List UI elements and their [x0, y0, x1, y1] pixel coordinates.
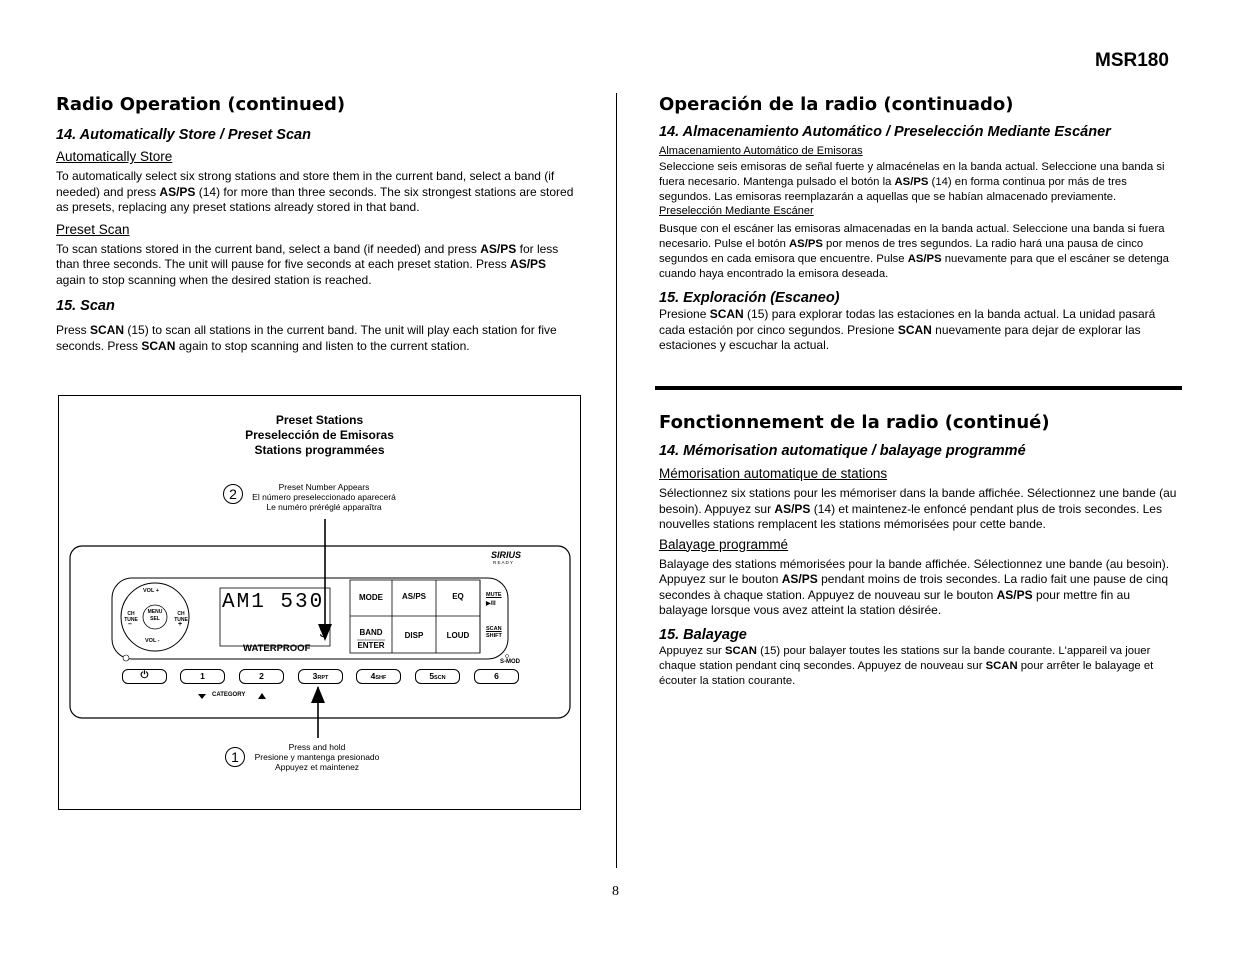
callout-number-1: 1 [225, 747, 245, 767]
eq-button[interactable]: EQ [452, 592, 464, 601]
disp-button[interactable]: DISP [404, 631, 424, 640]
english-s15-heading: 15. Scan [56, 298, 115, 314]
power-icon: ⏻ [140, 670, 149, 681]
shift-label: SHIFT [486, 633, 502, 639]
callout-number-2: 2 [223, 484, 243, 504]
french-scan-text: Appuyez sur SCAN (15) pour balayer toutes les stations sur la bande courante. L'appareil va jouer chaque station pendant cinq secondes. Appuyez de nouveau sur SCAN pour arrêter le balayage et écouter la station courante. [659, 644, 1154, 687]
preset-3-label: 3 [312, 671, 318, 681]
preset-4-button[interactable] [356, 669, 401, 684]
preset-5-button[interactable] [415, 669, 460, 684]
loud-button[interactable]: LOUD [446, 631, 470, 640]
english-preset-scan-label: Preset Scan [56, 221, 130, 237]
spanish-auto-store-label: Almacenamiento Automático de Emisoras [659, 145, 863, 157]
preset-5-sublabel: SCN [434, 675, 446, 681]
french-title: Fonctionnement de la radio (continué) [659, 412, 1050, 433]
spanish-s14-heading: 14. Almacenamiento Automático / Preselección Mediante Escáner [659, 124, 1111, 140]
english-title: Radio Operation (continued) [56, 94, 346, 115]
preset-2-label: 2 [259, 671, 264, 681]
spanish-s15-heading: 15. Exploración (Escaneo) [659, 290, 840, 306]
model-name: MSR180 [1095, 50, 1169, 71]
french-auto-store-text: Sélectionnez six stations pour les mémoriser dans la bande affichée. Sélectionnez une bande (au besoin). Appuyez sur AS/PS (14) et maintenez-le enfoncé pendant plus de trois secondes. Les nouvelles stations remplacent les stations mémorisées pour cette bande. [659, 486, 1177, 531]
french-s14-heading: 14. Mémorisation automatique / balayage programmé [659, 443, 1026, 459]
preset-1-label: 1 [200, 671, 205, 681]
asps-button[interactable]: AS/PS [401, 592, 426, 601]
preset-3-button[interactable] [298, 669, 343, 684]
section-divider-bar [655, 386, 1182, 390]
english-s14-heading: 14. Automatically Store / Preset Scan [56, 127, 311, 143]
scan-button[interactable]: SCAN [486, 626, 502, 632]
callout-2-en: Preset Number Appears [278, 482, 370, 492]
english-auto-store-text: To automatically select six strong stations and store them in the current band, select a band (if needed) and press AS/PS (14) for more than three seconds. The six strongest stations are stored as presets, replacing any preset stations already stored in that band. [56, 169, 574, 214]
preset-4-sublabel: SHF [375, 675, 387, 681]
french-s15-heading: 15. Balayage [659, 626, 747, 643]
preset-5-label: 5 [429, 671, 435, 681]
callout-1-en: Press and hold [288, 742, 346, 752]
ch-tune-left-button[interactable]: CH TUNE [124, 611, 138, 623]
enter-button[interactable]: ENTER [357, 641, 385, 650]
french-preset-scan-text: Balayage des stations mémorisées pour la bande affichée. Sélectionnez une bande (au besoin). Appuyez sur le bouton AS/PS pendant moins de trois secondes. La radio fait une pause de cinq secondes à chaque station. Appuyez de nouveau sur le bouton AS/PS pour mettre fin au balayage lorsque vous avez atteint la station désirée. [659, 556, 1170, 617]
preset-6-label: 6 [494, 671, 499, 681]
band-button[interactable]: BAND [359, 628, 383, 637]
callout-1-fr: Appuyez et maintenez [274, 762, 360, 772]
english-scan-text: Press SCAN (15) to scan all stations in the current band. The unit will play each station for five seconds. Press SCAN again to stop scanning and listen to the current station. [56, 323, 557, 353]
spanish-preset-scan-label: Preselección Mediante Escáner [659, 205, 814, 217]
preset-1-button[interactable] [180, 669, 225, 684]
spanish-auto-store-text: Seleccione seis emisoras de señal fuerte y almacénelas en la banda actual. Seleccione una banda si fuera necesario. Mantenga pulsado el botón la AS/PS (14) en forma continua por más de tres segundos. Las emisoras reemplazarán a aquellas que se habían almacenado previamente. [659, 161, 1165, 203]
figure-title-fr: Stations programmées [254, 443, 385, 457]
vol-up-button[interactable]: VOL + [143, 588, 159, 594]
french-auto-store-label: Mémorisation automatique de stations [659, 466, 888, 481]
ch-tune-right-button[interactable]: CH TUNE [174, 611, 188, 623]
sirius-logo: SIRIUS [491, 550, 522, 560]
callout-1-es: Presione y mantenga presionado [254, 752, 380, 762]
spanish-column [659, 94, 1182, 354]
spanish-scan-text: Presione SCAN (15) para explorar todas las estaciones en la banda actual. La unidad pasará cada estación por cinco segundos. Presione SCAN nuevamente para dejar de explorar las estaciones y escuchar la actual. [659, 307, 1156, 352]
french-preset-scan-label: Balayage programmé [659, 536, 789, 552]
category-label: CATEGORY [212, 692, 246, 698]
page-number: 8 [612, 884, 619, 899]
tune-minus-icon: – [128, 621, 132, 628]
preset-4-label: 4 [370, 671, 376, 681]
preset-2-button[interactable] [239, 669, 284, 684]
spanish-title: Operación de la radio (continuado) [659, 94, 1014, 115]
mute-button[interactable]: MUTE [486, 592, 502, 598]
column-divider [616, 93, 617, 868]
figure-title-es: Preselección de Emisoras [245, 428, 394, 442]
waterproof-label: WATERPROOF [243, 643, 311, 654]
sirius-ready-text: R E A D Y [493, 560, 513, 565]
smod-button[interactable]: S-MOD [500, 659, 520, 665]
french-column [659, 412, 1182, 689]
tune-plus-icon: + [178, 621, 183, 628]
play-pause-icon: ▶/II [486, 601, 496, 607]
power-button[interactable] [122, 669, 167, 684]
display-frequency: AM1 530 [222, 591, 325, 614]
callout-2-fr: Le numéro préréglé apparaîtra [266, 502, 382, 512]
mode-button[interactable]: MODE [359, 593, 383, 602]
english-preset-scan-text: To scan stations stored in the current band, select a band (if needed) and press AS/PS for less than three seconds. The unit will pause for five seconds at each preset station. Press AS/PS again to stop scanning when the desired station is reached. [56, 241, 559, 287]
callout-2-es: El número preseleccionado aparecerá [252, 492, 396, 502]
figure-title-en: Preset Stations [275, 413, 364, 427]
preset-3-sublabel: RPT [317, 675, 329, 681]
preset-6-button[interactable] [474, 669, 519, 684]
spanish-preset-scan-text: Busque con el escáner las emisoras almacenadas en la banda actual. Seleccione una banda si fuera necesario. Pulse el botón AS/PS por menos de tres segundos. La radio hará una pausa de cinco segundos en cada emisora que encuentre. Pulse AS/PS nuevamente para que el escáner se detenga cuando haya encontrado la emisora deseada. [659, 223, 1169, 280]
menu-sel-button[interactable]: MENU SEL [147, 609, 163, 622]
english-auto-store-label: Automatically Store [56, 149, 173, 164]
display-preset-number: 3 [319, 626, 328, 642]
vol-down-button[interactable]: VOL - [145, 638, 160, 644]
